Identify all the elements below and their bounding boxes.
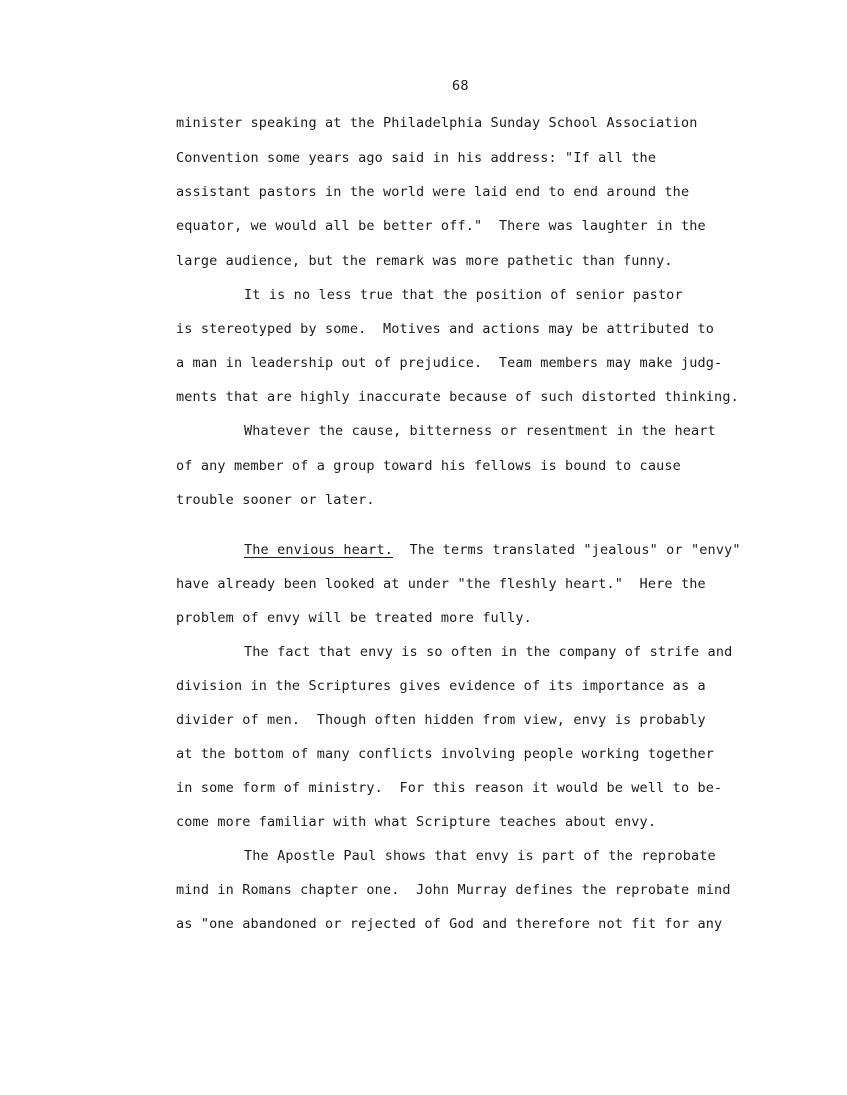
page-number: 68 (452, 78, 469, 94)
text-line: Whatever the cause, bitterness or resentment in the heart (244, 423, 716, 439)
text-line: a man in leadership out of prejudice. Team members may make judg- (176, 355, 723, 371)
text-line: minister speaking at the Philadelphia Sunday School Association (176, 115, 698, 131)
text-line: equator, we would all be better off." There was laughter in the (176, 218, 706, 234)
text-line: in some form of ministry. For this reason it would be well to be- (176, 780, 723, 796)
text-line: assistant pastors in the world were laid end to end around the (176, 184, 690, 200)
text-line: divider of men. Though often hidden from view, envy is probably (176, 712, 706, 728)
text-line: ments that are highly inaccurate because of such distorted thinking. (176, 389, 739, 405)
text-line: large audience, but the remark was more pathetic than funny. (176, 253, 673, 269)
text-line: problem of envy will be treated more fully. (176, 610, 532, 626)
section-heading-line (244, 541, 741, 559)
text-line: division in the Scriptures gives evidence of its importance as a (176, 678, 706, 694)
text-line: come more familiar with what Scripture teaches about envy. (176, 814, 657, 830)
text-line: of any member of a group toward his fellows is bound to cause (176, 458, 681, 474)
text-line: is stereotyped by some. Motives and actions may be attributed to (176, 321, 715, 337)
section-heading: The envious heart. (244, 542, 393, 558)
text-line: as "one abandoned or rejected of God and therefore not fit for any (176, 916, 723, 932)
text-line: have already been looked at under "the fleshly heart." Here the (176, 576, 706, 592)
text-line: at the bottom of many conflicts involving people working together (176, 746, 715, 762)
text-line: The Apostle Paul shows that envy is part of the reprobate (244, 848, 716, 864)
text-line: It is no less true that the position of senior pastor (244, 287, 683, 303)
text-line: The fact that envy is so often in the company of strife and (244, 644, 733, 660)
text-line: The terms translated "jealous" or "envy" (393, 542, 741, 558)
text-line: trouble sooner or later. (176, 492, 375, 508)
text-line: Convention some years ago said in his address: "If all the (176, 150, 657, 166)
text-line: mind in Romans chapter one. John Murray defines the reprobate mind (176, 882, 731, 898)
